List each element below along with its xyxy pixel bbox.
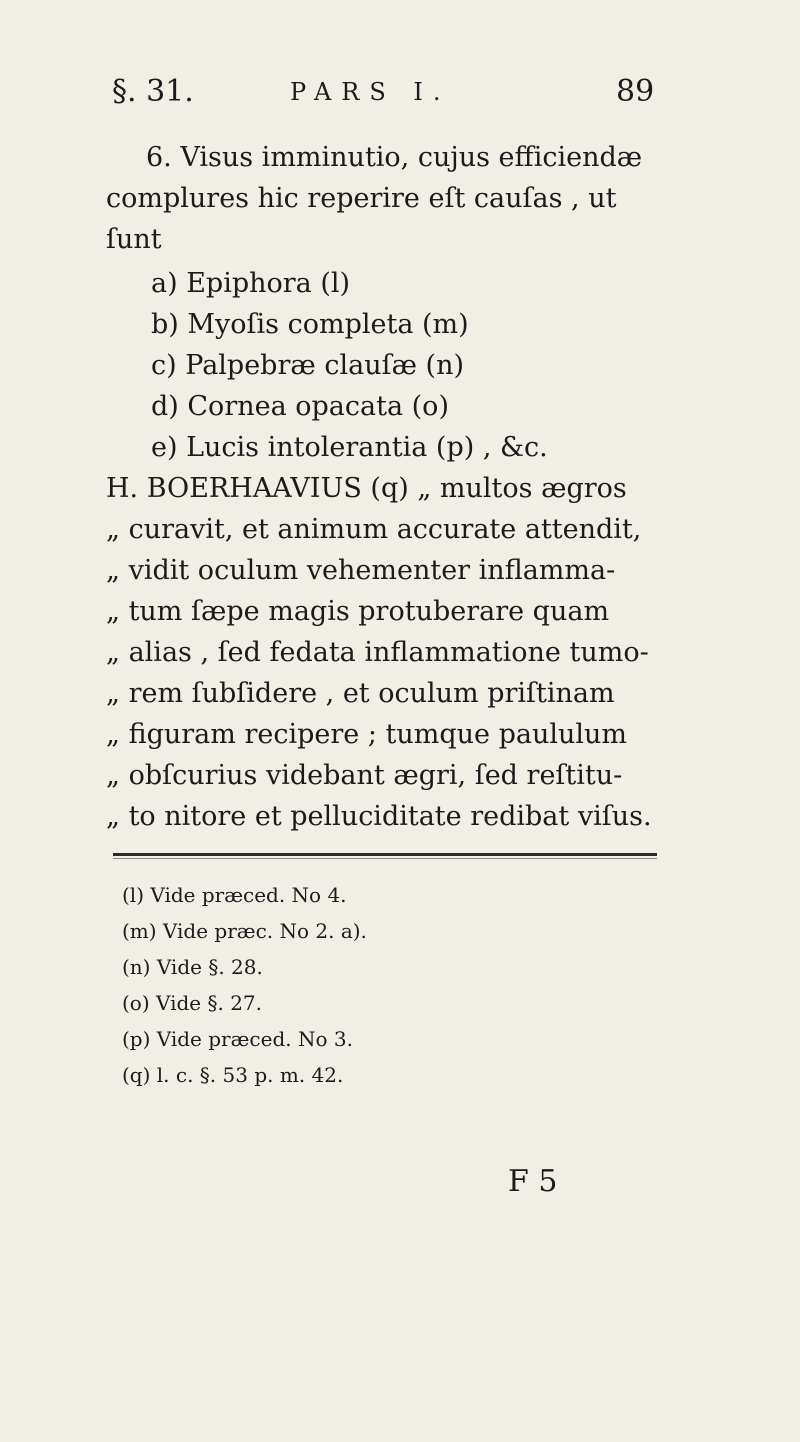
cause-item: e) Lucis intolerantia (p) , &c.	[151, 432, 548, 463]
quote-line: „ figuram recipere ; tumque paululum	[106, 719, 627, 750]
footnote-divider	[113, 853, 657, 856]
footnote: (q) l. c. §. 53 p. m. 42.	[122, 1063, 344, 1087]
running-header	[0, 72, 800, 120]
footnote-divider-thin	[113, 858, 657, 859]
quote-line: „ curavit, et animum accurate attendit,	[106, 514, 642, 545]
footnote: (p) Vide præced. No 3.	[122, 1027, 353, 1051]
cause-item: b) Myoſis completa (m)	[151, 309, 469, 340]
footnote: (o) Vide §. 27.	[122, 991, 263, 1015]
quote-line: „ to nitore et pelluciditate redibat viſus.	[106, 801, 652, 832]
quote-line: H. BOERHAAVIUS (q) „ multos ægros	[106, 473, 627, 504]
quote-line: „ obſcurius videbant ægri, ſed reſtitu-	[106, 760, 623, 791]
quote-line: „ rem ſubſidere , et oculum priſtinam	[106, 678, 615, 709]
cause-item: d) Cornea opacata (o)	[151, 391, 449, 422]
footnote: (l) Vide præced. No 4.	[122, 883, 347, 907]
cause-item: c) Palpebræ clauſæ (n)	[151, 350, 464, 381]
signature-mark: F 5	[508, 1164, 558, 1199]
footnote: (m) Vide præc. No 2. a).	[122, 919, 367, 943]
paragraph-line: complures hic reperire eſt cauſas , ut	[106, 183, 617, 214]
footnote: (n) Vide §. 28.	[122, 955, 263, 979]
paragraph-line: ſunt	[106, 224, 162, 255]
section-number: §. 31.	[112, 74, 194, 109]
cause-item: a) Epiphora (l)	[151, 268, 351, 299]
paragraph-line: 6. Visus imminutio, cujus efficiendæ	[146, 142, 643, 173]
page-number: 89	[616, 74, 655, 109]
part-title: PARS I.	[290, 78, 451, 106]
quote-line: „ vidit oculum vehementer inflamma-	[106, 555, 616, 586]
quote-line: „ tum ſæpe magis protuberare quam	[106, 596, 610, 627]
quote-line: „ alias , ſed fedata inflammatione tumo-	[106, 637, 649, 668]
